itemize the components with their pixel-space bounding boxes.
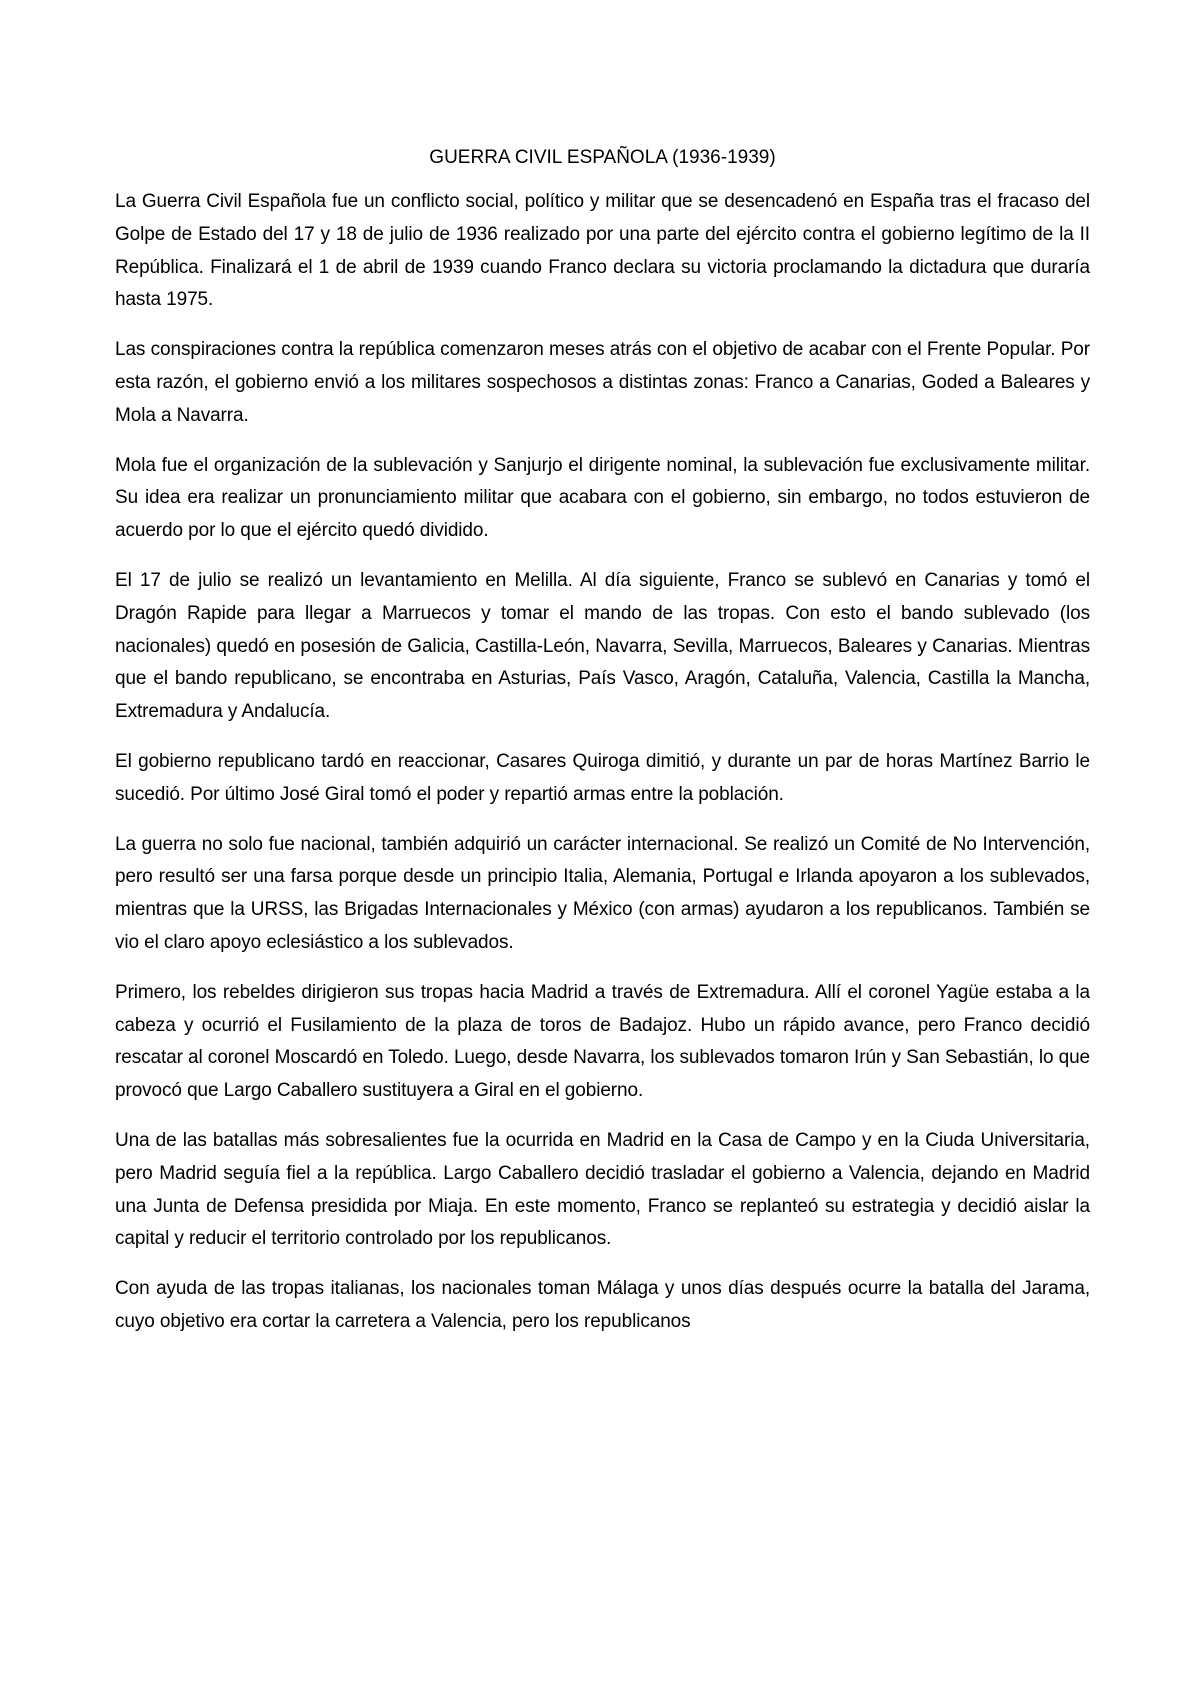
paragraph-4: El 17 de julio se realizó un levantamiento en Melilla. Al día siguiente, Franco se sublevó en Canarias y tomó el Dragón Rapide para llegar a Marruecos y tomar el mando de las tropas. Con esto el bando sublevado (los nacionales) quedó en posesión de Galicia, Castilla-León, Navarra, Sevilla, Marruecos, Baleares y Canarias. Mientras que el bando republicano, se encontraba en Asturias, País Vasco, Aragón, Cataluña, Valencia, Castilla la Mancha, Extremadura y Andalucía. [115,569,1090,723]
paragraph-9: Con ayuda de las tropas italianas, los nacionales toman Málaga y unos días después ocurre la batalla del Jarama, cuyo objetivo era cortar la carretera a Valencia, pero los republicanos [115,1278,1090,1332]
paragraph-3: Mola fue el organización de la sublevación y Sanjurjo el dirigente nominal, la sublevación fue exclusivamente militar. Su idea era realizar un pronunciamiento militar que acabara con el gobierno, sin embargo, no todos estuvieron de acuerdo por lo que el ejército quedó dividido. [115,454,1090,542]
document-title: GUERRA CIVIL ESPAÑOLA (1936-1939) [429,147,776,168]
paragraph-1: La Guerra Civil Española fue un conflicto social, político y militar que se desencadenó en España tras el fracaso del Golpe de Estado del 17 y 18 de julio de 1936 realizado por una parte del ejército contra el gobierno legítimo de la II República. Finalizará el 1 de abril de 1939 cuando Franco declara su victoria proclamando la dictadura que duraría hasta 1975. [115,191,1090,311]
document-body [115,142,1090,1356]
paragraph-8: Una de las batallas más sobresalientes fue la ocurrida en Madrid en la Casa de Campo y en la Ciuda Universitaria, pero Madrid seguía fiel a la república. Largo Caballero decidió trasladar el gobierno a Valencia, dejando en Madrid una Junta de Defensa presidida por Miaja. En este momento, Franco se replanteó su estrategia y decidió aislar la capital y reducir el territorio controlado por los republicanos. [115,1129,1090,1250]
paragraph-5: El gobierno republicano tardó en reaccionar, Casares Quiroga dimitió, y durante un par de horas Martínez Barrio le sucedió. Por último José Giral tomó el poder y repartió armas entre la población. [115,750,1090,805]
paragraph-2: Las conspiraciones contra la república comenzaron meses atrás con el objetivo de acabar con el Frente Popular. Por esta razón, el gobierno envió a los militares sospechosos a distintas zonas: Franco a Canarias, Goded a Baleares y Mola a Navarra. [115,339,1090,426]
paragraph-6: La guerra no solo fue nacional, también adquirió un carácter internacional. Se realizó un Comité de No Intervención, pero resultó ser una farsa porque desde un principio Italia, Alemania, Portugal e Irlanda apoyaron a los sublevados, mientras que la URSS, las Brigadas Internacionales y México (con armas) ayudaron a los republicanos. También se vio el claro apoyo eclesiástico a los sublevados. [115,833,1090,953]
paragraph-7: Primero, los rebeldes dirigieron sus tropas hacia Madrid a través de Extremadura. Allí el coronel Yagüe estaba a la cabeza y ocurrió el Fusilamiento de la plaza de toros de Badajoz. Hubo un rápido avance, pero Franco decidió rescatar al coronel Moscardó en Toledo. Luego, desde Navarra, los sublevados tomaron Irún y San Sebastián, lo que provocó que Largo Caballero sustituyera a Giral en el gobierno. [115,981,1090,1102]
